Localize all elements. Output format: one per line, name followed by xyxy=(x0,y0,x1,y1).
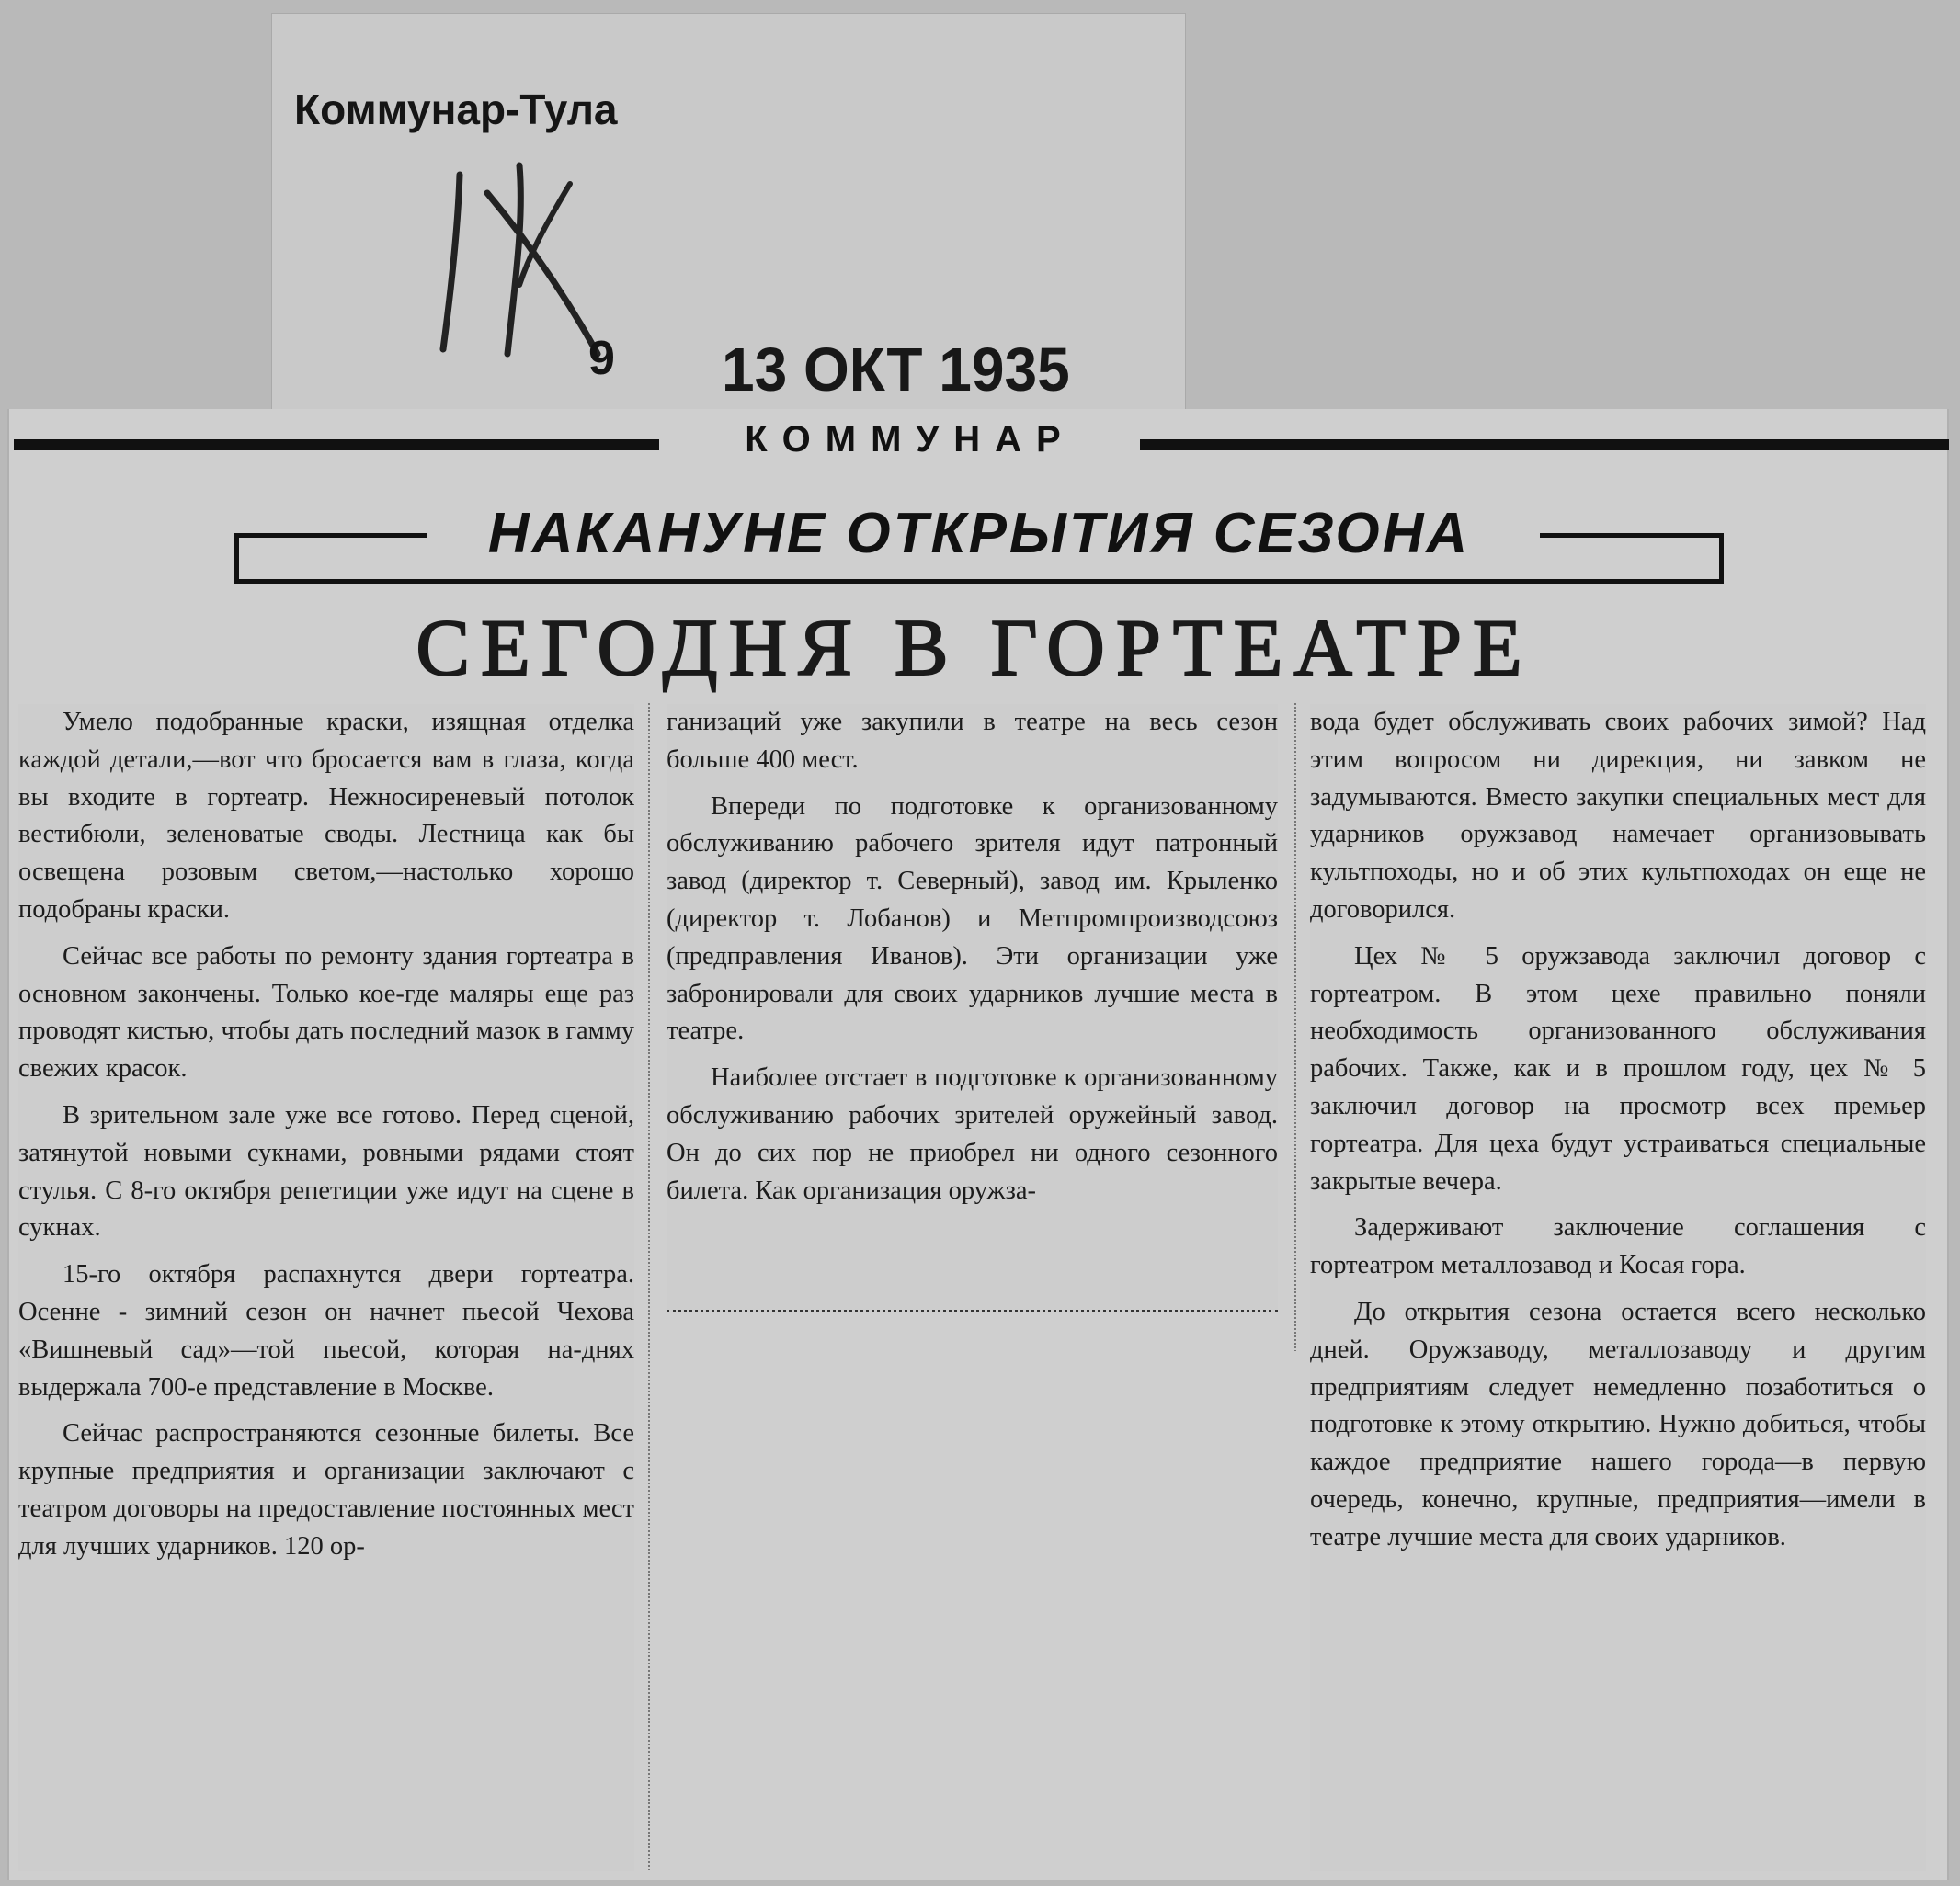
rubric-heading: НАКАНУНЕ ОТКРЫТИЯ СЕЗОНА xyxy=(432,501,1526,566)
paragraph: Умело подобранные краски, изящная отделка каждой детали,—вот что бросается вам в глаза, когда вы входите в гортеатр. Нежносиреневый потолок вестибюли, зеленоватые своды. Лестница как бы освещена розовым светом,—настолько хорошо подобраны краски. xyxy=(18,708,634,924)
date-stamp: 13 ОКТ 1935 xyxy=(722,335,1070,404)
masthead-rule-right xyxy=(1140,439,1949,450)
blank-area xyxy=(662,1351,1296,1875)
source-label: Коммунар-Тула xyxy=(294,85,618,133)
paragraph: Сейчас все работы по ремонту здания гортеатра в основном закончены. Только кое-где маляры еще раз проводят кистью, чтобы дать последний мазок в гамму свежих красок. xyxy=(18,941,634,1084)
article-column-1 xyxy=(18,704,634,1871)
paragraph: Сейчас распространяются сезонные билеты. Все крупные предприятия и организации заключают с театром договоры на предоставление постоянных мест для лучших ударников. 120 ор- xyxy=(18,1419,634,1561)
paragraph: 15-го октября распахнутся двери гортеатра. Осенне - зимний сезон он начнет пьесой Чехова «Вишневый сад»—той пьесой, которая на-днях выдержала 700-е представление в Москве. xyxy=(18,1260,634,1402)
paragraph: Впереди по подготовке к организованному обслуживанию рабочего зрителя идут патронный завод (директор т. Северный), завод им. Крыленко (директор т. Лобанов) и Метпромпроизводсоюз (предправления Иванов). Эти организации уже забронировали для своих ударников лучшие места в театре. xyxy=(667,791,1278,1046)
paragraph: В зрительном зале уже все готово. Перед сценой, затянутой новыми сукнами, ровными рядами стоят стулья. С 8-го октября репетиции уже идут на сцене в сукнах. xyxy=(18,1100,634,1243)
paragraph: ганизаций уже закупили в театре на весь сезон больше 400 мест. xyxy=(667,708,1278,774)
day-number: 9 xyxy=(588,332,615,385)
article-column-2 xyxy=(667,704,1278,1312)
article-headline: СЕГОДНЯ В ГОРТЕАТРЕ xyxy=(416,604,1533,693)
paragraph: Наиболее отстает в подготовке к организованному обслуживанию рабочих зрителей оружейный завод. Он до сих пор не приобрел ни одного сезонного билета. Как организация оружза- xyxy=(667,1063,1278,1205)
paragraph: До открытия сезона остается всего несколько дней. Оружзаводу, металлозаводу и другим предприятиям следует немедленно позаботиться о подготовке к этому открытию. Нужно добиться, чтобы каждое предприятие нашего города—в первую очередь, конечно, крупные, предприятия—имели в театре лучшие места для своих ударников. xyxy=(1310,1297,1926,1551)
column-separator xyxy=(648,703,650,1870)
paragraph: Задерживают заключение соглашения с гортеатром металлозавод и Косая гора. xyxy=(1310,1213,1926,1280)
masthead-rule-left xyxy=(14,439,659,450)
paragraph: Цех № 5 оружзавода заключил договор с гортеатром. В этом цехе правильно поняли необходимость организованного обслуживания рабочих. Также, как и в прошлом году, цех № 5 заключил договор на просмотр всех премьер гортеатра. Для цеха будут устраиваться специальные закрытые вечера. xyxy=(1310,941,1926,1196)
newspaper-name: КОММУНАР xyxy=(745,419,1076,460)
article-column-3 xyxy=(1310,704,1926,1871)
paragraph: вода будет обслуживать своих рабочих зимой? Над этим вопросом ни дирекция, ни завком не задумываются. Вместо закупки специальных мест для ударников оружзавод намечает организовывать культпоходы, но и об этих культпоходах он еще не договорился. xyxy=(1310,708,1926,924)
